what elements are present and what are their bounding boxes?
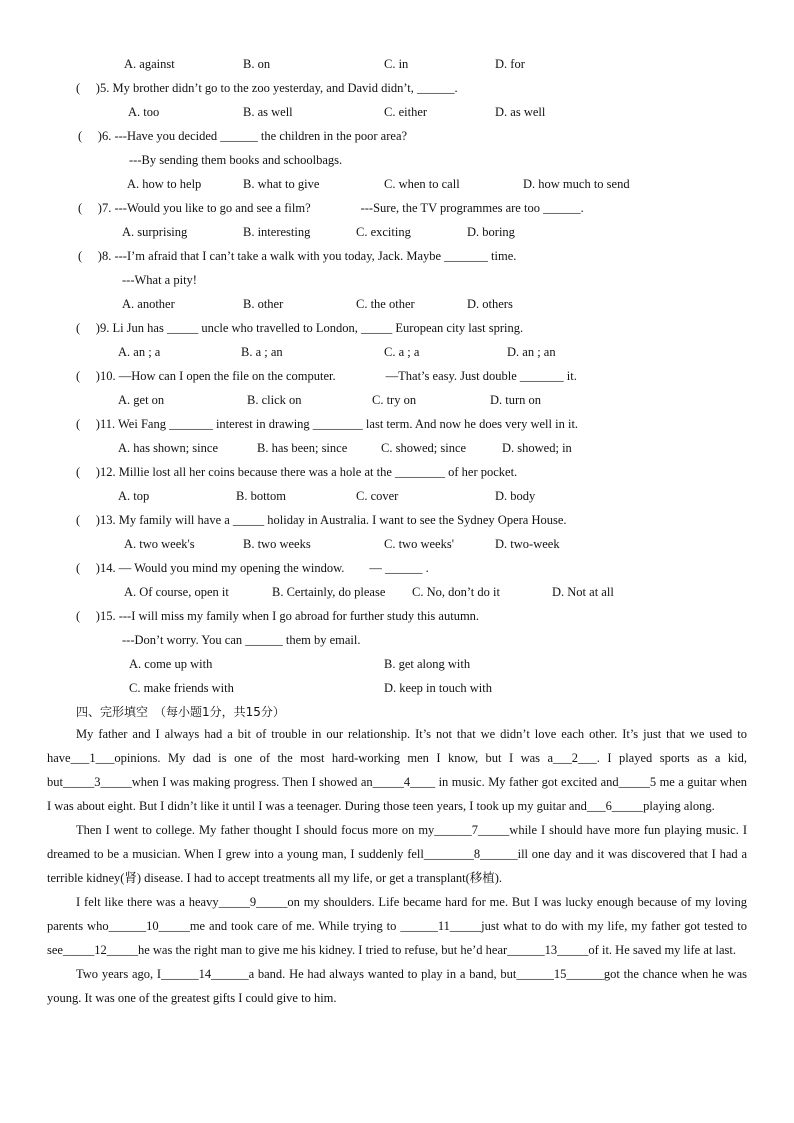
cloze-paragraph-1: My father and I always had a bit of trouble in our relationship. It’s not that we didn’t love each other. It’s just that we used to have___1___opinions. My dad is one of the most hard-working men I know, but I was a___2___. I played sports as a kid, but_____3_____when I was making progress. Then I showed an_____4____ in music. My father got excited and_____5 me a guitar when I was about eight. But I didn’t like it until I was a teenager. During those teen years, I took up my guitar and___6_____playing along. bbox=[47, 727, 747, 813]
q14-option-d: D. Not at all bbox=[552, 585, 614, 599]
q10-option-c: C. try on bbox=[372, 393, 417, 407]
q9-option-c: C. a ; a bbox=[384, 345, 420, 359]
q7-option-b: B. interesting bbox=[243, 225, 311, 239]
q14-option-b: B. Certainly, do please bbox=[272, 585, 386, 599]
q5-option-d: D. as well bbox=[495, 105, 546, 119]
question-14-stem: ( )14. — Would you mind my opening the window. — ______ . bbox=[76, 561, 429, 575]
q8-option-a: A. another bbox=[122, 297, 175, 311]
question-7-stem: ( )7. ---Would you like to go and see a film? ---Sure, the TV programmes are too ______. bbox=[78, 201, 584, 215]
q14-option-c: C. No, don’t do it bbox=[412, 585, 500, 599]
q8-option-b: B. other bbox=[243, 297, 284, 311]
q7-option-a: A. surprising bbox=[122, 225, 188, 239]
q5-option-a: A. too bbox=[128, 105, 160, 119]
q13-option-a: A. two week's bbox=[124, 537, 195, 551]
q9-option-b: B. a ; an bbox=[241, 345, 283, 359]
q13-option-b: B. two weeks bbox=[243, 537, 311, 551]
q8-option-d: D. others bbox=[467, 297, 513, 311]
cloze-paragraph-4: Two years ago, I______14______a band. He had always wanted to play in a band, but______15______got the chance when he was young. It was one of the greatest gifts I could give to him. bbox=[47, 967, 747, 1005]
q12-option-b: B. bottom bbox=[236, 489, 287, 503]
question-11-stem: ( )11. Wei Fang _______ interest in drawing ________ last term. And now he does very well in it. bbox=[76, 417, 579, 431]
q6-option-c: C. when to call bbox=[384, 177, 460, 191]
question-6-reply: ---By sending them books and schoolbags. bbox=[129, 153, 343, 167]
q4-option-c: C. in bbox=[384, 57, 409, 71]
q13-option-c: C. two weeks' bbox=[384, 537, 454, 551]
q15-option-b: B. get along with bbox=[384, 657, 471, 671]
cloze-paragraph-3: I felt like there was a heavy_____9_____on my shoulders. Life became hard for me. But I was lucky enough because of my loving parents who______10_____me and took care of me. While trying to ______11_____just what to do with my life, my father got tested to see_____12_____he was the right man to give me his kidney. I tried to refuse, but he’d hear______13_____of it. He saved my life at last. bbox=[47, 895, 747, 957]
q15-option-d: D. keep in touch with bbox=[384, 681, 492, 695]
section-4-heading: 四、完形填空 （每小题1分，共15分） bbox=[76, 705, 285, 719]
q5-option-b: B. as well bbox=[243, 105, 293, 119]
q6-option-a: A. how to help bbox=[127, 177, 202, 191]
q9-option-a: A. an ; a bbox=[118, 345, 161, 359]
q11-option-c: C. showed; since bbox=[381, 441, 467, 455]
question-10-stem: ( )10. —How can I open the file on the computer. —That’s easy. Just double _______ it. bbox=[76, 369, 577, 383]
q7-option-c: C. exciting bbox=[356, 225, 411, 239]
question-13-stem: ( )13. My family will have a _____ holiday in Australia. I want to see the Sydney Opera House. bbox=[76, 513, 567, 527]
q7-option-d: D. boring bbox=[467, 225, 515, 239]
q14-option-a: A. Of course, open it bbox=[124, 585, 229, 599]
q8-option-c: C. the other bbox=[356, 297, 415, 311]
q11-option-d: D. showed; in bbox=[502, 441, 572, 455]
q5-option-c: C. either bbox=[384, 105, 428, 119]
question-12-stem: ( )12. Millie lost all her coins because there was a hole at the ________ of her pocket. bbox=[76, 465, 518, 479]
q10-option-a: A. get on bbox=[118, 393, 165, 407]
q4-option-b: B. on bbox=[243, 57, 271, 71]
q9-option-d: D. an ; an bbox=[507, 345, 556, 359]
question-9-stem: ( )9. Li Jun has _____ uncle who travelled to London, _____ European city last spring. bbox=[76, 321, 524, 335]
q6-option-b: B. what to give bbox=[243, 177, 320, 191]
question-8-reply: ---What a pity! bbox=[122, 273, 197, 287]
q12-option-c: C. cover bbox=[356, 489, 399, 503]
question-6-stem: ( )6. ---Have you decided ______ the children in the poor area? bbox=[78, 129, 408, 143]
question-15-stem: ( )15. ---I will miss my family when I go abroad for further study this autumn. bbox=[76, 609, 480, 623]
cloze-paragraph-2: Then I went to college. My father thought I should focus more on my______7_____while I should have more fun playing music. I dreamed to be a musician. When I grew into a young man, I suddenly fell________8______ill one day and it was discovered that I had a terrible kidney(肾) disease. I had to accept treatments all my life, or get a transplant(移植). bbox=[47, 823, 747, 885]
question-8-stem: ( )8. ---I’m afraid that I can’t take a walk with you today, Jack. Maybe _______ time. bbox=[78, 249, 517, 263]
q10-option-d: D. turn on bbox=[490, 393, 542, 407]
cloze-passage bbox=[47, 722, 747, 1010]
question-5-stem: ( )5. My brother didn’t go to the zoo yesterday, and David didn’t, ______. bbox=[76, 81, 458, 95]
q12-option-a: A. top bbox=[118, 489, 150, 503]
q15-option-a: A. come up with bbox=[129, 657, 213, 671]
q10-option-b: B. click on bbox=[247, 393, 302, 407]
q15-option-c: C. make friends with bbox=[129, 681, 234, 695]
q13-option-d: D. two-week bbox=[495, 537, 560, 551]
question-15-reply: ---Don’t worry. You can ______ them by email. bbox=[122, 633, 361, 647]
q4-option-d: D. for bbox=[495, 57, 525, 71]
q11-option-b: B. has been; since bbox=[257, 441, 348, 455]
q6-option-d: D. how much to send bbox=[523, 177, 630, 191]
q4-option-a: A. against bbox=[124, 57, 175, 71]
q12-option-d: D. body bbox=[495, 489, 536, 503]
q11-option-a: A. has shown; since bbox=[118, 441, 218, 455]
